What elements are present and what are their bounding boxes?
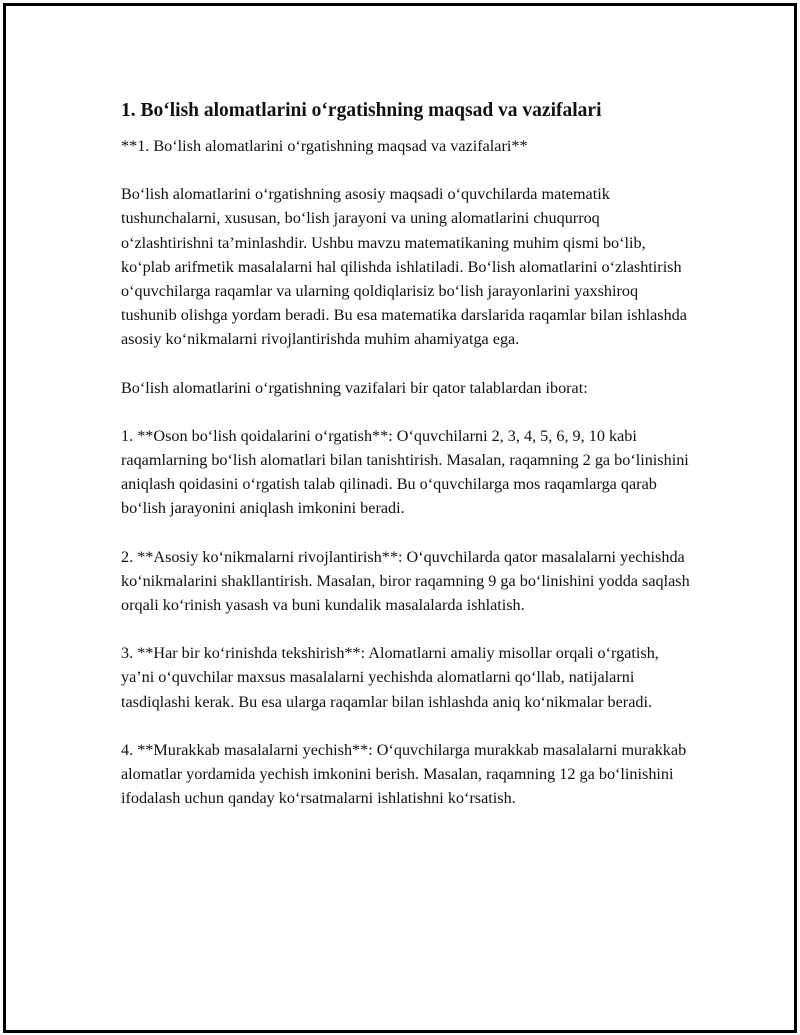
task-item-2: 2. **Asosiy ko‘nikmalarni rivojlantirish**: O‘quvchilarda qator masalalarni yechishda ko‘nikmalarini shakllantirish. Masalan, biror raqamning 9 ga bo‘linishini yodda saqlash orqali ko‘rinish yasash va buni kundalik masalalarda ishlatish. (121, 547, 690, 615)
document-title: 1. Bo‘lish alomatlarini o‘rgatishning maqsad va vazifalari (121, 100, 602, 121)
task-item-1: 1. **Oson bo‘lish qoidalarini o‘rgatish**: O‘quvchilarni 2, 3, 4, 5, 6, 9, 10 kabi raqamlarning bo‘lish alomatlari bilan tanishtirish. Masalan, raqamning 2 ga bo‘linishini aniqlash qoidasini o‘rgatish talab qilinadi. Bu o‘quvchilarga mos raqamlarga qarab bo‘lish jarayonini aniqlash imkonini beradi. (121, 426, 689, 518)
document-body (121, 98, 696, 834)
intro-paragraph: Bo‘lish alomatlarini o‘rgatishning asosiy maqsadi o‘quvchilarda matematik tushunchalarni, xususan, bo‘lish jarayoni va uning alomatlarini chuqurroq o‘zlashtirishni ta’minlashdir. Ushbu mavzu matematikaning muhim qismi bo‘lib, ko‘plab arifmetik masalalarni hal qilishda ishlatiladi. Bo‘lish alomatlarini o‘zlashtirish o‘quvchilarga raqamlar va ularning qoldiqlarisiz bo‘lish jarayonlarini yaxshiroq tushunib olishga yordam beradi. Bu esa matematika darslarida raqamlar bilan ishlashda asosiy ko‘nikmalarni rivojlantirishda muhim ahamiyatga ega. (121, 185, 687, 349)
tasks-lead-paragraph: Bo‘lish alomatlarini o‘rgatishning vazifalari bir qator talablardan iborat: (121, 378, 588, 397)
section-heading-paragraph: **1. Bo‘lish alomatlarini o‘rgatishning maqsad va vazifalari** (121, 137, 528, 155)
task-item-4: 4. **Murakkab masalalarni yechish**: O‘quvchilarga murakkab masalalarni murakkab alomatlar yordamida yechish imkonini berish. Masalan, raqamning 12 ga bo‘linishini ifodalash uchun qanday ko‘rsatmalarni ishlatishni ko‘rsatish. (121, 740, 687, 808)
task-item-3: 3. **Har bir ko‘rinishda tekshirish**: Alomatlarni amaliy misollar orqali o‘rgatish, ya’ni o‘quvchilar maxsus masalalarni yechishda alomatlarni qo‘llab, natijalarni tasdiqlashi kerak. Bu esa ularga raqamlar bilan ishlashda aniq ko‘nikmalar beradi. (121, 644, 659, 711)
document-page (3, 3, 797, 1033)
